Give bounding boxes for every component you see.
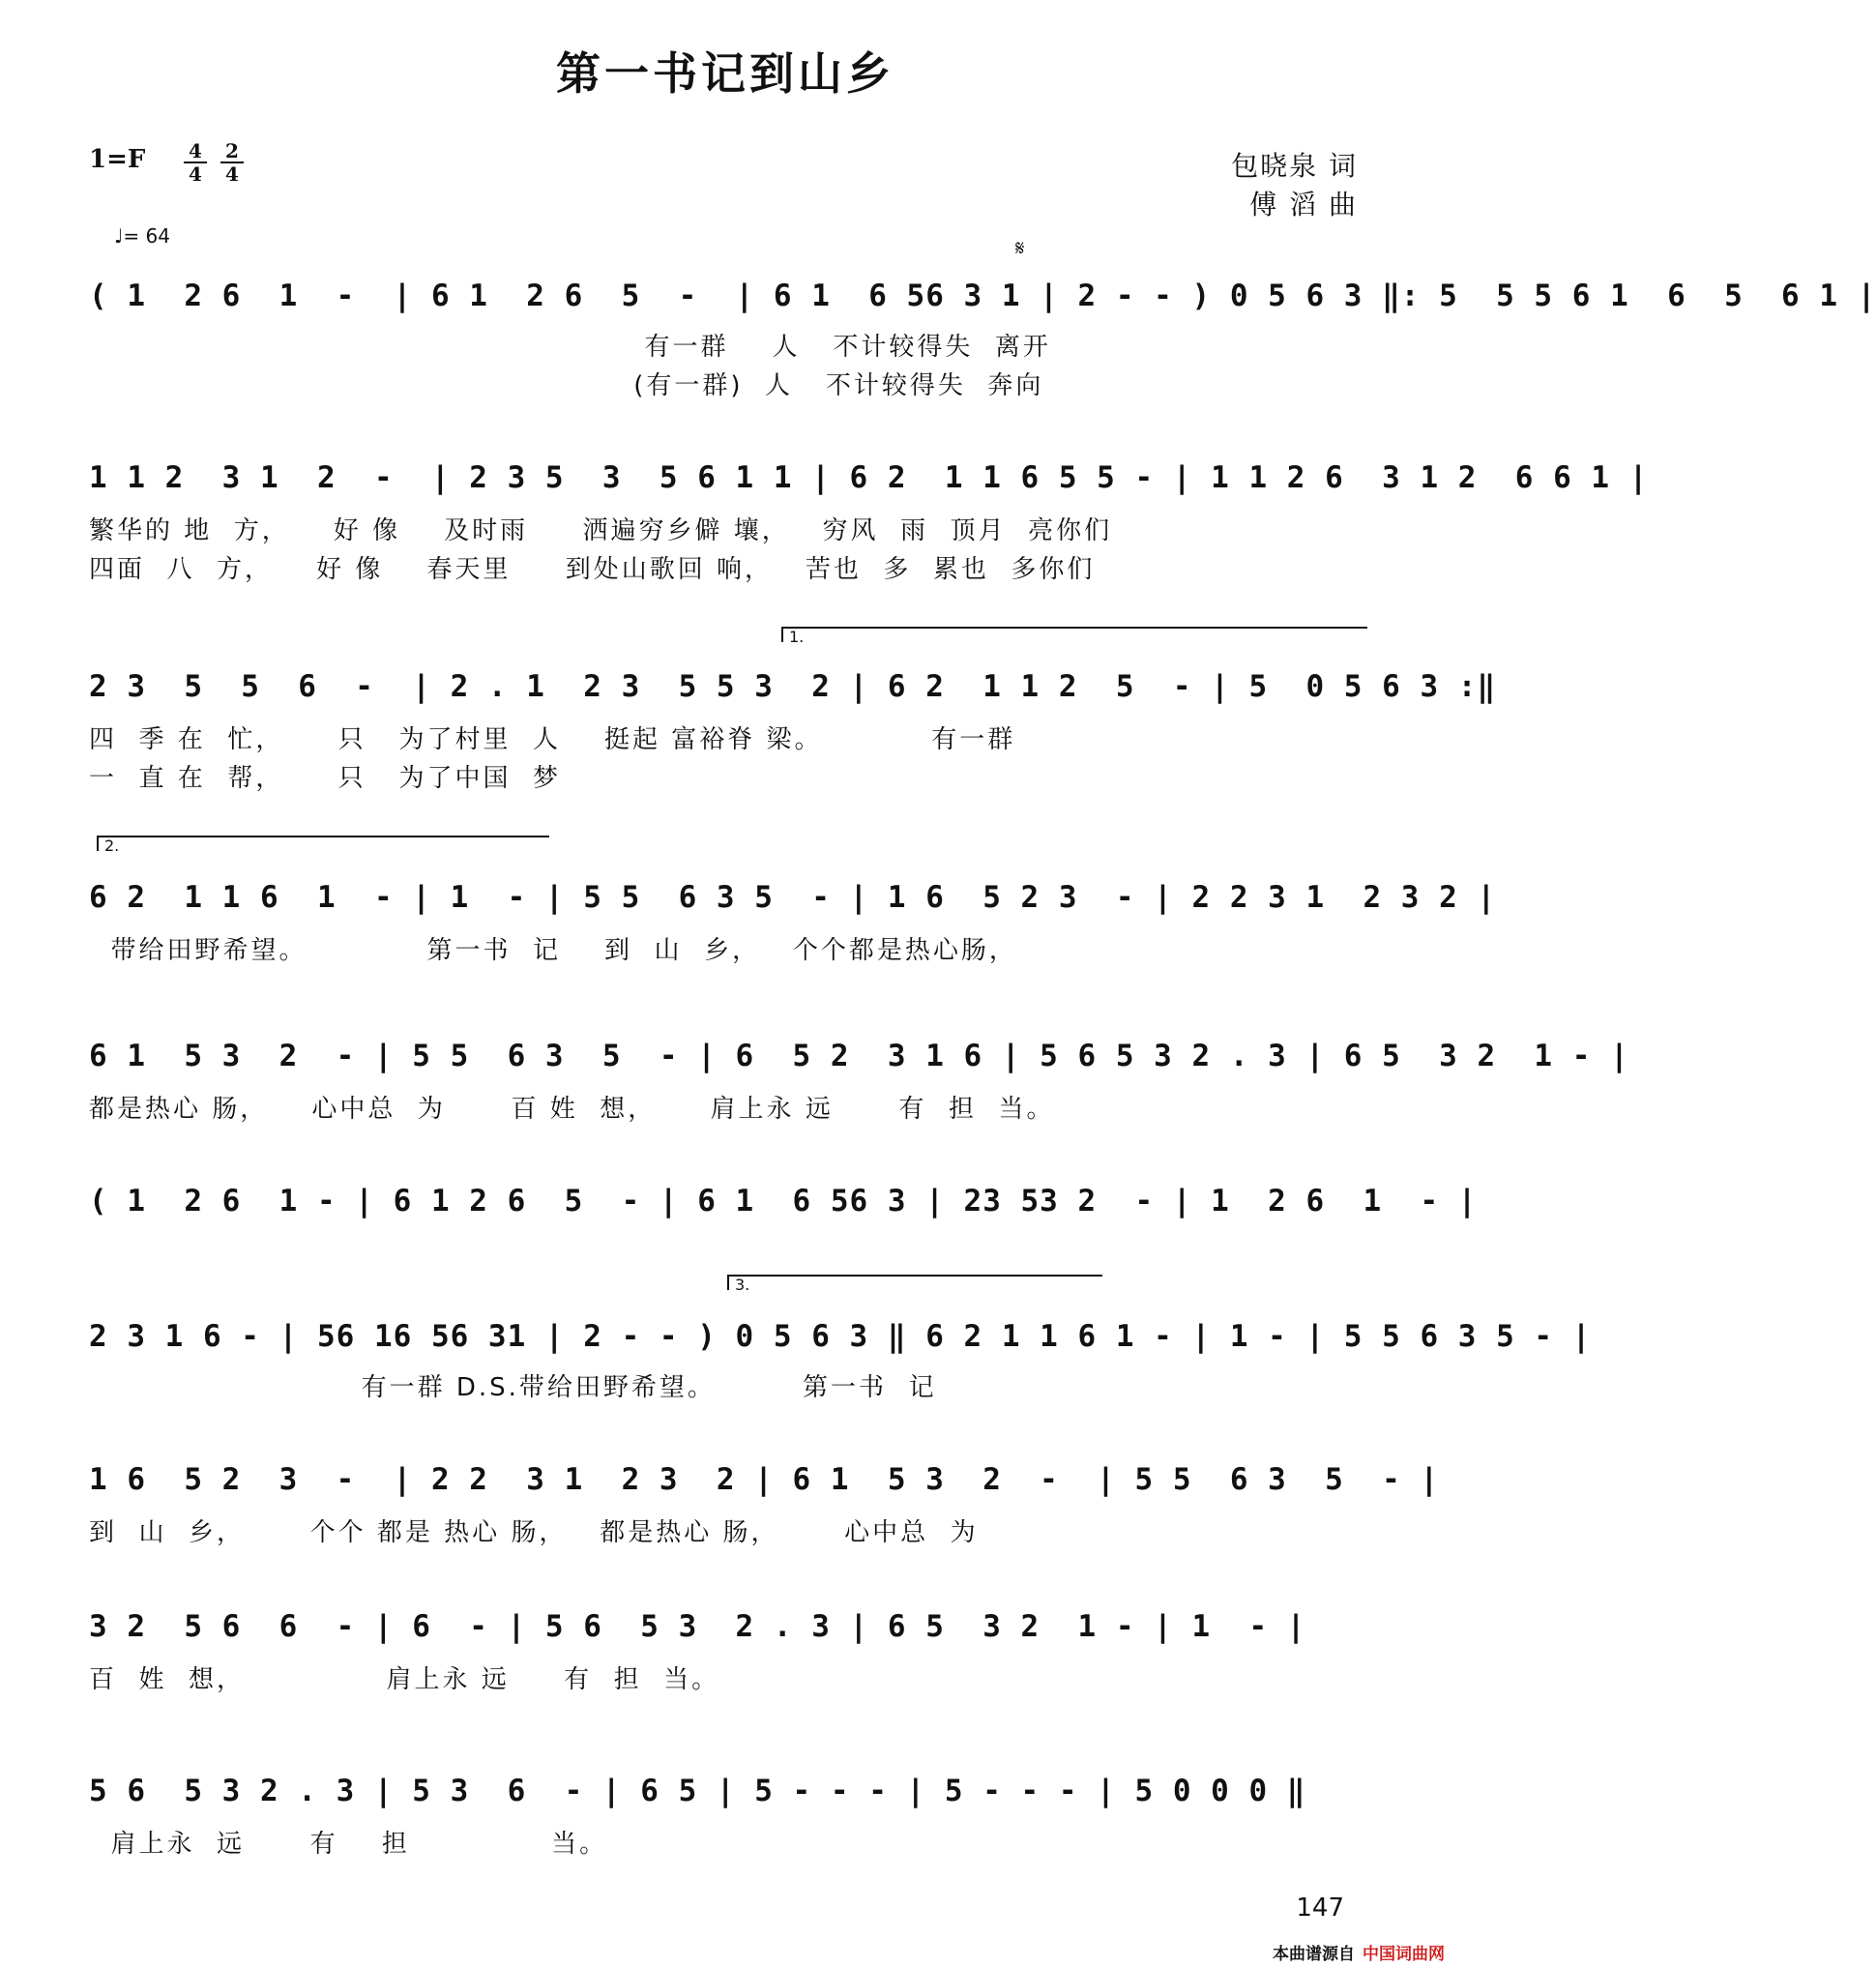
score-system-7: [89, 1319, 1592, 1416]
notes-row: 2 3 5 5 6 - | 2 . 1 2 3 5 5 3 2 | 6 2 1 1 2 5 - | 5 0 5 6 3 :‖: [89, 669, 1497, 704]
volta-3: 3.: [727, 1275, 1102, 1290]
lyric-row-2: 一 直 在 帮， 只 为了中国 梦: [89, 764, 561, 793]
lyric-row-1: 有一群 人 不计较得失 离开: [89, 333, 1051, 362]
footer-source-text: 本曲谱源自: [1273, 1945, 1355, 1964]
page-title: 第一书记到山乡: [556, 47, 894, 100]
score-system-9: [89, 1609, 1365, 1706]
score-system-4: [89, 880, 1497, 977]
lyric-row-1: 带给田野希望。 第一书 记 到 山 乡， 个个都是热心肠，: [89, 936, 1017, 965]
page-number: 147: [1296, 1894, 1344, 1923]
score-system-10: [89, 1774, 1365, 1870]
footer-source: [1273, 1940, 1445, 1964]
composer-credit: 傅 滔 曲: [1249, 189, 1358, 220]
notes-row: 1 1 2 3 1 2 - | 2 3 5 3 5 6 1 1 | 6 2 1 1 6 5 5 - | 1 1 2 6 3 1 2 6 6 1 |: [89, 460, 1649, 495]
notes-row: 2 3 1 6 - | 56 16 56 31 | 2 - - ) 0 5 6 3 ‖ 6 2 1 1 6 1 - | 1 - | 5 5 6 3 5 - |: [89, 1319, 1592, 1354]
notes-row: 6 1 5 3 2 - | 5 5 6 3 5 - | 6 5 2 3 1 6 | 5 6 5 3 2 . 3 | 6 5 3 2 1 - |: [89, 1039, 1629, 1073]
lyric-row-1: 肩上永 远 有 担 当。: [89, 1830, 608, 1859]
notes-row: 3 2 5 6 6 - | 6 - | 5 6 5 3 2 . 3 | 6 5 3 2 1 - | 1 - |: [89, 1609, 1306, 1644]
notes-row: ( 1 2 6 1 - | 6 1 2 6 5 - | 6 1 6 56 3 1 | 2 - - ) 0 5 6 3 ‖: 5 5 5 6 1 6 5 6 1 |: [89, 279, 1876, 313]
lyric-row-1: 到 山 乡， 个个 都是 热心 肠， 都是热心 肠， 心中总 为: [89, 1518, 979, 1547]
key-signature: 1=F: [89, 145, 146, 174]
notes-row: 6 2 1 1 6 1 - | 1 - | 5 5 6 3 5 - | 1 6 5 2 3 - | 2 2 3 1 2 3 2 |: [89, 880, 1497, 915]
tempo-marking: ♩= 64: [114, 224, 170, 248]
notes-row: ( 1 2 6 1 - | 6 1 2 6 5 - | 6 1 6 56 3 | 23 53 2 - | 1 2 6 1 - |: [89, 1184, 1478, 1218]
score-system-3: [89, 669, 1497, 795]
score-system-1: [89, 279, 1876, 404]
time-signature-2-4: 2 4: [220, 141, 244, 184]
volta-1: 1.: [781, 627, 1367, 642]
lyric-row-1: 四 季 在 忙， 只 为了村里 人 挺起 富裕脊 梁。 有一群: [89, 725, 1016, 754]
time-signature-4-4: 4 4: [184, 141, 207, 184]
lyric-row-2: (有一群) 人 不计较得失 奔向: [89, 371, 1044, 400]
score-system-5: [89, 1039, 1629, 1135]
score-system-8: [89, 1462, 1440, 1559]
lyric-row-1: 都是热心 肠， 心中总 为 百 姓 想， 肩上永 远 有 担 当。: [89, 1095, 1055, 1124]
lyric-row-2: 四面 八 方， 好 像 春天里 到处山歌回 响， 苦也 多 累也 多你们: [89, 555, 1096, 584]
segno-icon: 𝄋: [1015, 237, 1025, 261]
lyric-row-1: 繁华的 地 方， 好 像 及时雨 洒遍穷乡僻 壤， 穷风 雨 顶月 亮你们: [89, 516, 1113, 545]
footer-site-link[interactable]: 中国词曲网: [1363, 1945, 1445, 1964]
lyric-row-1: 百 姓 想， 肩上永 远 有 担 当。: [89, 1665, 720, 1694]
score-system-6: [89, 1184, 1478, 1242]
score-system-2: [89, 460, 1649, 586]
notes-row: 1 6 5 2 3 - | 2 2 3 1 2 3 2 | 6 1 5 3 2 - | 5 5 6 3 5 - |: [89, 1462, 1440, 1497]
lyricist-credit: 包晓泉 词: [1231, 150, 1358, 182]
notes-row: 5 6 5 3 2 . 3 | 5 3 6 - | 6 5 | 5 - - - | 5 - - - | 5 0 0 0 ‖: [89, 1774, 1306, 1808]
lyric-row-1: 有一群 D.S.带给田野希望。 第一书 记: [89, 1373, 937, 1402]
volta-2: 2.: [97, 836, 549, 851]
